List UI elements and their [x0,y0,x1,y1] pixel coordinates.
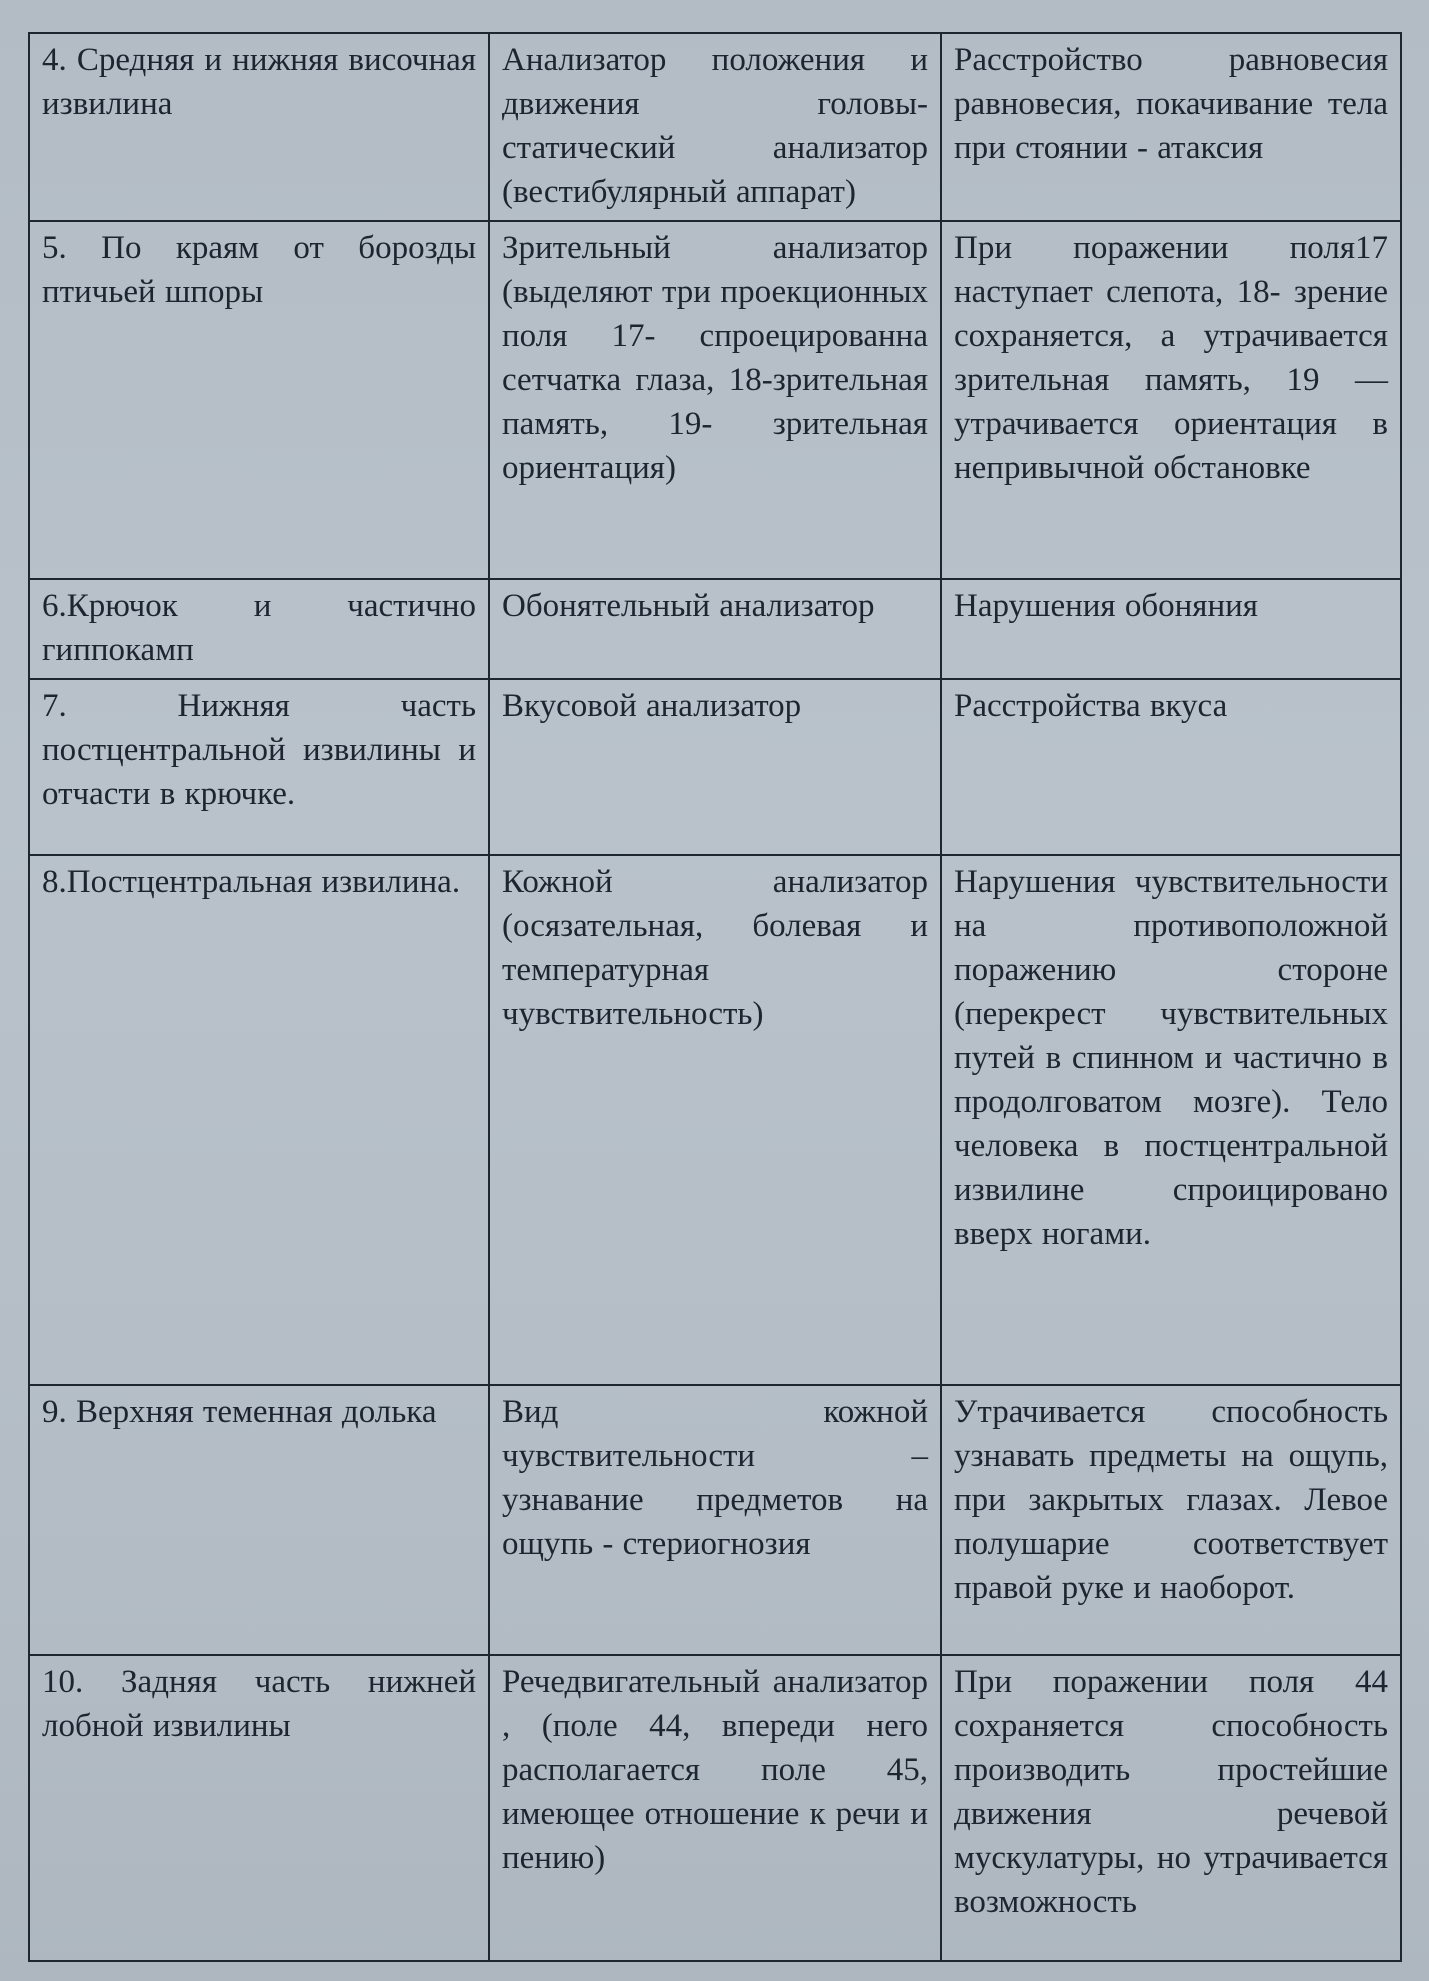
cell-text: 9. Верхняя теменная долька [42,1394,437,1430]
area-cell [29,579,489,679]
cell-text: Нарушения чувствительности на противоположной поражению стороне (перекрест чувствительных путей в спинном и частично в продолговатом мозге). Тело человека в постцентральной извилине спроицировано вверх ногами. [954,864,1388,1252]
cell-text: Речедвигательный анализатор , (поле 44, впереди него располагается поле 45, имеющее отношение к речи и пению) [502,1664,928,1876]
cell-text: Расстройства вкуса [954,688,1228,724]
cell-text: При поражении поля 44 сохраняется способность производить простейшие движения речевой мускулатуры, но утрачивается возможность [954,1664,1388,1920]
cell-text: Вкусовой анализатор [502,688,802,724]
cell-text: 10. Задняя часть нижней лобной извилины [42,1664,476,1744]
cell-text: 8.Постцентральная извилина. [42,864,461,900]
effect-cell [941,33,1401,221]
effect-cell [941,1385,1401,1655]
table-row [29,1655,1401,1961]
table-row [29,855,1401,1385]
area-cell [29,1655,489,1961]
effect-cell [941,1655,1401,1961]
cell-text: 7. Нижняя часть постцентральной извилины и отчасти в крючке. [42,688,476,812]
effect-cell [941,855,1401,1385]
table-row [29,221,1401,579]
area-cell [29,221,489,579]
effect-cell [941,579,1401,679]
area-cell [29,679,489,855]
analyzer-cell [489,33,941,221]
effect-cell [941,221,1401,579]
table-row [29,33,1401,221]
area-cell [29,1385,489,1655]
cell-text: 5. По краям от борозды птичьей шпоры [42,230,476,310]
cell-text: Вид кожной чувствительности – узнавание предметов на ощупь - стериогнозия [502,1394,928,1562]
cell-text: При поражении поля17 наступает слепота, 18- зрение сохраняется, а утрачивается зрительная память, 19 — утрачивается ориентация в непривычной обстановке [954,230,1388,486]
table-row [29,679,1401,855]
analyzer-cell [489,221,941,579]
effect-cell [941,679,1401,855]
cell-text: Анализатор положения и движения головы- статический анализатор (вестибулярный аппарат) [502,42,928,210]
cell-text: Зрительный анализатор (выделяют три проекционных поля 17- спроецированна сетчатка глаза, 18-зрительная память, 19- зрительная ориентация) [502,230,928,486]
analyzer-cell [489,579,941,679]
analyzer-cell [489,679,941,855]
brain-areas-table [28,32,1402,1962]
table-row [29,1385,1401,1655]
cell-text: 6.Крючок и частично гиппокамп [42,588,476,668]
cell-text: 4. Средняя и нижняя височная извилина [42,42,476,122]
cell-text: Расстройство равновесия равновесия, покачивание тела при стоянии - атаксия [954,42,1388,166]
area-cell [29,855,489,1385]
cell-text: Нарушения обоняния [954,588,1258,624]
cell-text: Обонятельный анализатор [502,588,875,624]
analyzer-cell [489,1385,941,1655]
cell-text: Утрачивается способность узнавать предметы на ощупь, при закрытых глазах. Левое полушарие соответствует правой руке и наоборот. [954,1394,1388,1606]
analyzer-cell [489,1655,941,1961]
table-row [29,579,1401,679]
cell-text: Кожной анализатор (осязательная, болевая и температурная чувствительность) [502,864,928,1032]
document-page [28,32,1400,1962]
area-cell [29,33,489,221]
analyzer-cell [489,855,941,1385]
